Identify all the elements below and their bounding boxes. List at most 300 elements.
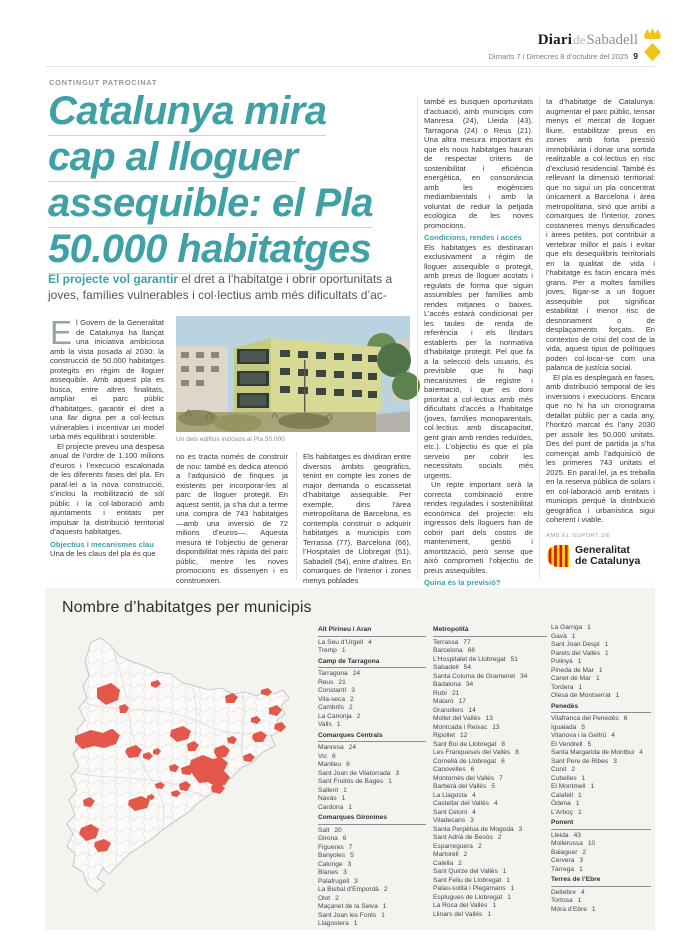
municipality-name: Tarragona [318,670,348,677]
municipality-count: 8 [515,749,519,756]
municipality-count: 1 [598,666,603,674]
masthead-light: Sabadell [586,32,638,48]
municipality-count: 1 [492,902,497,909]
municipality-row [551,766,651,775]
masthead-de: de [573,32,586,47]
municipality-row [551,758,651,767]
municipality-name: La Bisbal d’Empordà [318,886,379,893]
municipality-row [433,834,547,843]
municipality-row [551,889,651,898]
masthead [489,31,638,61]
municipality-name: Cornellà de Llobregat [433,757,497,765]
catalonia-map [53,630,315,920]
municipality-count: 1 [615,692,620,699]
municipality-name: Calella [433,859,454,867]
municipality-row [551,650,651,659]
paragraph: Un repte important serà la correcta combinació entre rendes regulades i sostenibilitat econòmica del projecte: els ingressos dels lloguers han de cobrir part dels costos de manteniment, gestió i amortització, però sense que això comprometi l’objectiu de preus assequibles. [424,480,533,575]
municipality-row [551,658,651,667]
masthead-rule [45,66,655,67]
municipality-name: Valls [318,721,332,728]
municipality-count: 1 [343,786,347,794]
municipality-count: 34 [465,681,474,688]
municipality-count: 51 [510,655,518,663]
municipality-name: Navàs [318,795,337,802]
municipality-name: La Garriga [551,624,583,631]
municipality-row [433,656,547,665]
municipality-count: 1 [605,649,609,657]
municipality-list-col-3 [551,624,651,914]
municipality-row [433,758,547,767]
municipality-count: 6 [470,766,475,773]
municipality-name: La Llagosta [433,791,468,799]
municipality-row [318,647,426,656]
municipality-name: Martorell [433,851,459,858]
municipality-count: 1 [381,911,385,919]
municipality-count: 20 [334,826,342,834]
municipality-row [551,906,651,915]
municipality-name: Castellar del Vallès [433,800,489,807]
municipality-name: La Roca del Vallès [433,902,488,909]
municipality-name: Calafell [551,791,573,799]
municipality-count: 1 [341,795,346,802]
municipality-row [433,783,547,792]
municipality-name: Manlleu [318,761,342,768]
municipality-row [433,639,547,648]
municipality-name: Sant Boi de Llobregat [433,740,497,748]
municipality-row [551,667,651,676]
municipality-name: Reus [318,678,334,686]
region-header: Comarques Gironines [318,814,426,825]
generalitat-logo-text [575,545,640,568]
diari-logo-icon [643,27,662,63]
municipality-row [433,902,547,911]
municipality-row [433,715,547,724]
municipality-count: 1 [581,774,586,782]
municipality-name: Mollet del Vallès [433,715,481,722]
municipality-count: 1 [388,778,392,785]
municipality-name: Santa Margarida de Montbui [551,749,635,756]
municipality-row [318,903,426,912]
paragraph: El projecte preveu una despesa anual de l’ordre de 1.100 milions d’euros i l’execució escalonada de les diferents fases del pla. En paral·lel a la nova construcció, s’inclou la mobilització de sòl públic i la col·laboració amb ajuntaments i entitats per impulsar la distribució territorial d’aquests habitatges. [50,441,164,536]
municipality-row [433,817,547,826]
municipality-name: Cardona [318,803,344,811]
municipality-name: L’Hospitalet de Llobregat [433,655,506,663]
municipality-count: 2 [458,859,462,867]
headline-line: Catalunya mira [48,91,428,137]
municipality-row [318,920,426,929]
municipality-count: 1 [506,876,510,884]
municipality-name: Manresa [318,744,344,751]
paragraph: El Govern de la Generalitat de Catalunya ha llançat una iniciativa ambiciosa amb la vista posada al 2030: la construcció de 50.000 habitatges protegits en règim de lloguer assequible. Amb aquest pla es busca, entre altres finalitats, ampliar el parc públic d’habitatges, garantir el dret a una llar digna per a col·lectius vulnerables i incentivar un model urbà més equilibrat i sostenible. [50,314,164,441]
municipality-row [318,679,426,688]
municipality-name: Sant Joan de Vilatorrada [318,769,391,777]
support-block [546,532,655,569]
municipality-count: 4 [580,888,585,896]
municipality-name: Olot [318,894,331,902]
municipality-name: Barcelona [433,647,463,654]
municipality-name: Sant Joan Despí [551,641,600,648]
municipality-row [433,724,547,733]
municipality-name: Calonge [318,860,343,868]
municipality-row [551,897,651,906]
municipality-count: 3 [579,857,584,864]
municipality-row [318,770,426,779]
municipality-count: 1 [353,920,358,927]
municipality-count: 4 [611,732,615,739]
municipality-row [433,673,547,682]
municipality-count: 1 [604,641,609,648]
municipality-count: 3 [613,757,617,765]
municipality-name: Sant Quirze del Vallès [433,868,498,875]
region-header: Ponent [551,819,651,830]
municipality-row [551,741,651,750]
municipality-count: 6 [501,757,505,765]
municipality-count: 10 [587,840,596,847]
municipality-name: Montornès del Vallès [433,774,495,782]
municipality-count: 1 [591,905,596,913]
municipality-count: 8 [501,740,506,748]
municipality-count: 1 [578,791,582,799]
municipality-name: Barberà del Vallès [433,783,487,790]
municipality-row [551,724,651,733]
municipality-count: 1 [578,683,583,691]
municipality-name: Esparreguera [433,842,473,850]
municipality-count: 4 [493,800,498,807]
municipality-count: 1 [575,800,580,807]
municipality-count: 54 [463,664,472,671]
municipality-name: El Montmell [551,783,586,790]
headline-line: assequible: el Pla [48,183,428,229]
municipality-row [551,783,651,792]
municipality-name: Santa Coloma de Gramenet [433,672,516,680]
municipality-row [551,840,651,849]
municipality-name: Deltebre [551,888,576,896]
municipality-count: 1 [590,783,595,790]
date-text: Dimarts 7 i Dimecres 8 d’octubre del 2025 [488,52,629,61]
municipality-row [318,704,426,713]
municipality-row [433,894,547,903]
region-header: Penedès [551,703,651,714]
map-panel [45,588,655,930]
municipality-row [433,732,547,741]
municipality-name: Sant Feliu de Llobregat [433,876,502,884]
municipality-name: Igualada [551,723,577,731]
municipality-name: Tremp [318,647,337,654]
municipality-row [318,761,426,770]
municipality-name: Tortosa [551,897,573,904]
municipality-row [318,869,426,878]
municipality-count: 2 [335,894,339,902]
region-header: Metropolità [433,626,547,637]
section-subhead: Objectius i mecanismes clau [50,539,154,549]
municipality-row [551,775,651,784]
municipality-row [551,624,651,633]
region-header: Terres de l’Ebre [551,876,651,887]
municipality-name: Parets del Vallès [551,649,600,657]
municipality-row [318,687,426,696]
article-column-4 [424,97,533,587]
municipality-row [551,792,651,801]
municipality-name: Sant Celoni [433,808,468,816]
municipality-count: 1 [571,632,576,640]
municipality-row [318,670,426,679]
municipality-count: 3 [395,769,400,777]
municipality-count: 3 [351,687,355,694]
municipality-name: Maçanet de la Selva [318,903,378,910]
municipality-row [318,852,426,861]
article-column-3 [303,452,411,585]
region-header: Alt Pirineu i Aran [318,626,426,637]
headline-line: cap al lloguer [48,137,428,183]
column-divider [417,97,418,579]
municipality-name: Cubelles [551,774,577,782]
municipality-count: 3 [343,869,347,876]
municipality-row [433,877,547,886]
generalitat-line1: Generalitat [575,543,630,556]
municipality-name: Les Franqueses del Vallès [433,749,511,756]
municipality-count: 5 [350,852,354,859]
municipality-row [318,787,426,796]
municipality-count: 1 [348,803,352,811]
municipality-count: 17 [458,698,466,705]
municipality-count: 2 [349,704,353,711]
generalitat-logo-icon [546,544,570,568]
municipality-name: Vilafranca del Penedès [551,715,619,722]
paragraph: Els habitatges es destinaran exclusivament a règim de lloguer assequible o protegit, amb preus de lloguer acotats i regulats de forma que siguin assumibles per famílies amb rendes mitjanes o baixes. L’accés estarà condicionat per les taules de renda de referència i els llindars establerts per la normativa d’habitatge protegit. Pel que fa a la selecció dels usuaris, és previsible que hi hagi mecanismes de registre i baremació, i que es doni prioritat a col·lectius amb més dificultats d’accés a l’habitatge (joves, famílies monoparentals, col·lectius amb discapacitat, gent gran amb rendes reduïdes, etc.). L’objectiu és que el pla serveixi per cobrir les necessitats socials més urgents. [424,242,533,480]
municipality-count: 1 [382,903,387,910]
municipality-name: Canet de Mar [551,675,591,682]
column-divider [539,97,540,579]
municipality-count: 2 [350,695,354,703]
municipality-row [318,886,426,895]
municipality-count: 2 [477,842,482,850]
municipality-name: Cambrils [318,704,345,711]
municipality-count: 13 [485,715,493,722]
municipality-row [318,721,426,730]
municipality-name: Montcada i Reixac [433,723,488,731]
municipality-row [318,639,426,648]
municipality-row [433,851,547,860]
municipality-name: Sant Joan les Fonts [318,911,377,919]
municipality-name: Viladecans [433,817,466,824]
photo-caption: Un dels edificis inclosos al Pla 50.000 [176,436,285,443]
municipality-row [318,795,426,804]
municipality-row [551,866,651,875]
municipality-row [433,885,547,894]
municipality-count: 6 [342,835,347,842]
column-divider [296,452,297,580]
municipality-count: 14 [468,706,476,714]
municipality-row [433,843,547,852]
municipality-name: Vic [318,752,328,760]
municipality-name: Terrassa [433,638,459,646]
municipality-count: 2 [571,766,576,773]
paragraph: Una de les claus del pla és que [50,549,156,558]
municipality-row [551,675,651,684]
municipality-name: Blanes [318,869,339,876]
municipality-row [433,911,547,920]
municipality-name: Constantí [318,687,347,694]
municipality-row [433,690,547,699]
municipality-row [551,800,651,809]
article-column-5 [546,97,655,581]
municipality-name: Esplugues de Llobregat [433,893,503,901]
municipality-count: 43 [573,831,581,839]
municipality-row [318,753,426,762]
masthead-title [489,31,638,49]
standfirst-lead: El projecte vol garantir [48,272,179,286]
municipality-row [318,912,426,921]
municipality-count: 1 [502,868,507,875]
municipality-name: Palau-solità i Plegamans [433,885,506,892]
municipality-row [433,775,547,784]
paragraph: ta d’habitatge de Catalunya: augmentar el parc públic, tensar menys el mercat de lloguer lliure, estabilitzar preus en zones amb forta pressió immobiliària i donar una sortida realitzable a col·lectius en risc d’exclusió residencial. També és rellevant la dimensió territorial: que no sigui un pla concentrat únicament a Barcelona i àrea metropolitana, sinó que arribi a comarques de l’interior, zones costaneres menys densificades i àrees petites, pot contribuir a vertebrar millor el país i evitar que els desequilibris territorials en la qualitat de vida i l’habitatge es facin encara més grans. Per a moltes famílies joves, lligar-se a un lloguer assequible pot significar estabilitat i menor risc de desnonament o de desplaçaments forçats. En contextos de crisi del cost de la vida, aquest tipus de polítiques poden col·locar-se com una palanca de justícia social. [546,97,655,372]
municipality-count: 24 [352,670,361,677]
municipality-count: 1 [577,658,582,665]
municipality-name: Balaguer [551,848,578,856]
municipality-count: 3 [354,877,358,885]
municipality-name: Pineda de Mar [551,666,594,674]
municipality-count: 2 [582,848,587,856]
municipality-row [433,749,547,758]
article-column-2 [176,452,288,585]
region-header: Camp de Tarragona [318,658,426,669]
municipality-row [318,827,426,836]
municipality-count: 24 [348,744,356,751]
municipality-name: El Vendrell [551,740,583,748]
municipality-name: Cervera [551,857,575,864]
municipality-count: 3 [518,825,523,833]
municipality-count: 1 [587,624,591,631]
municipality-count: 77 [463,638,471,646]
municipality-row [318,778,426,787]
municipality-name: Cunit [551,766,567,773]
municipality-row [318,895,426,904]
municipality-row [318,835,426,844]
municipality-count: 4 [639,749,643,756]
municipality-name: Olesa de Montserrat [551,692,611,699]
municipality-count: 5 [581,723,585,731]
municipality-name: Tordera [551,683,574,691]
masthead-bold: Diari [537,32,573,48]
region-header: Comarques Centrals [318,732,426,743]
municipality-name: Llagostera [318,920,349,927]
municipality-row [318,744,426,753]
municipality-name: Tàrrega [551,865,575,873]
municipality-count: 34 [520,672,528,680]
municipality-name: Ripollet [433,732,455,739]
municipality-count: 4 [472,808,476,816]
municipality-count: 2 [497,834,502,841]
standfirst [48,272,420,303]
article-column-1 [50,314,164,580]
municipality-count: 6 [623,715,628,722]
municipality-count: 4 [368,638,372,646]
municipality-row [433,681,547,690]
municipality-row [551,641,651,650]
municipality-row [551,849,651,858]
page-number: 9 [633,51,638,61]
dateline [489,51,638,61]
section-subhead: Quina és la previsió? [424,578,501,587]
sponsored-kicker: CONTINGUT PATROCINAT [49,78,158,87]
municipality-row [318,844,426,853]
municipality-name: Polinyà [551,658,573,665]
municipality-name: Sabadell [433,664,459,671]
municipality-name: Badalona [433,681,461,688]
municipality-row [551,857,651,866]
municipality-name: Salt [318,826,330,834]
municipality-count: 5 [587,740,592,748]
municipality-name: Rubí [433,689,447,697]
municipality-name: Mataró [433,698,454,705]
municipality-row [433,800,547,809]
support-label: AMB EL SUPORT DE [546,532,611,539]
municipality-row [433,664,547,673]
municipality-count: 3 [470,817,474,824]
municipality-row [551,809,651,818]
municipality-count: 1 [507,893,511,901]
paragraph: no es tracta només de construir de nou: també es dedica atenció a l’adquisició de finques ja existents per incorporar-les al parc de lloguer protegit. En aquest sentit, ja s’ha dut a terme una compra de 743 habitatges —amb una inversió de 72 milions d’euros—. Aquesta mesura té l’objectiu de generar disponibilitat més ràpida del parc públic, mentre les noves promocions es dissenyen i es construeixen. [176,452,288,585]
municipality-name: Figueres [318,843,344,851]
municipality-count: 7 [499,774,503,782]
municipality-name: Palafrugell [318,877,350,885]
municipality-name: L’Arboç [551,808,573,816]
standfirst-rest: el dret a l’habitatge i obrir oportunitats a joves, famílies vulnerables i col·lectius amb més dificultats d’ac- [48,272,393,302]
municipality-name: Sant Adrià de Besòs [433,834,493,841]
municipality-count: 21 [338,678,346,686]
municipality-name: Vila-seca [318,695,345,703]
municipality-name: La Canonja [318,712,352,720]
municipality-row [551,749,651,758]
municipality-count: 21 [451,689,460,697]
municipality-row [433,707,547,716]
municipality-name: Lleida [551,831,569,839]
article-headline [48,91,428,275]
municipality-row [551,692,651,701]
drop-cap: E [50,314,73,351]
municipality-row [433,766,547,775]
municipality-count: 5 [491,783,496,790]
municipality-row [433,792,547,801]
municipality-count: 7 [348,843,353,851]
municipality-count: 6 [346,761,350,768]
municipality-row [433,868,547,877]
municipality-row [551,715,651,724]
municipality-count: 6 [332,752,336,760]
municipality-row [318,696,426,705]
municipality-name: Llinars del Vallès [433,910,483,918]
building-photo [176,316,410,432]
municipality-row [433,698,547,707]
municipality-count: 12 [460,732,468,739]
municipality-list-col-1 [318,624,426,929]
municipality-name: Sant Pere de Ribes [551,757,609,765]
municipality-name: Òdena [551,800,571,807]
map-panel-title: Nombre d’habitatges per municipis [62,599,312,616]
municipality-name: Banyoles [318,852,346,859]
municipality-count: 2 [356,712,361,720]
municipality-count: 2 [383,886,388,893]
municipality-name: Mollerussa [551,840,583,847]
municipality-row [318,713,426,722]
generalitat-line2: de Catalunya [575,555,641,567]
municipality-row [318,878,426,887]
municipality-name: Canovelles [433,766,466,773]
municipality-row [433,826,547,835]
municipality-row [433,809,547,818]
municipality-count: 3 [347,860,352,868]
